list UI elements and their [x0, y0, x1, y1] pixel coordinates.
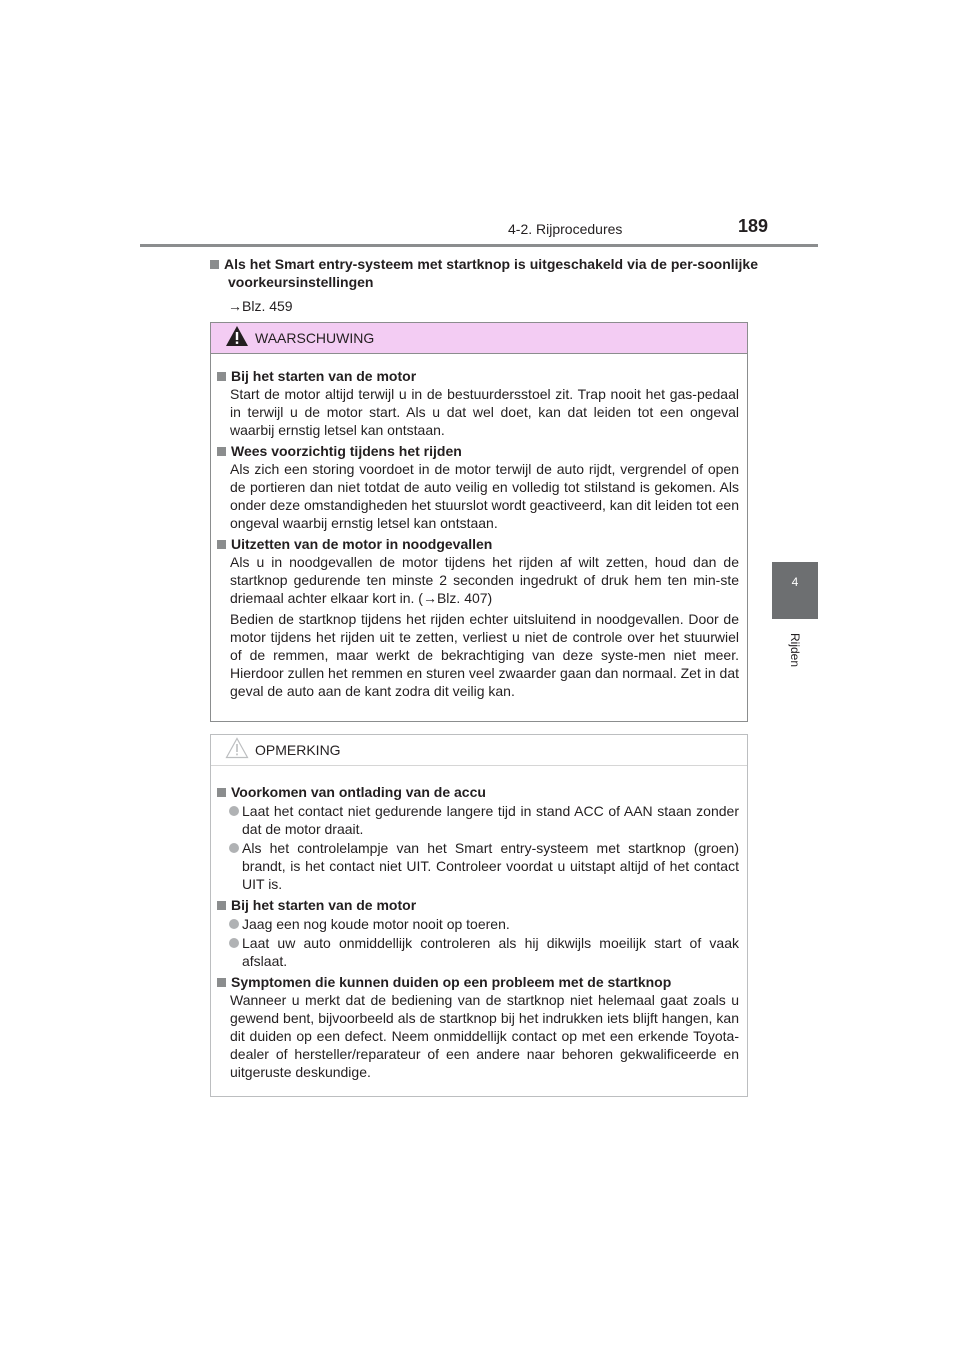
- warning-section: [217, 535, 739, 700]
- square-bullet-icon: [217, 978, 226, 987]
- header-rule: [140, 244, 818, 247]
- warning-box: [210, 322, 748, 722]
- round-bullet-icon: [229, 938, 239, 948]
- intro-block: [210, 255, 758, 315]
- heading-text: Uitzetten van de motor in noodgevallen: [231, 536, 493, 552]
- list-item: [217, 915, 739, 933]
- warning-section-heading: [217, 367, 739, 385]
- intro-heading: [210, 255, 758, 291]
- list-item: [217, 802, 739, 838]
- square-bullet-icon: [217, 788, 226, 797]
- warning-header: [211, 323, 747, 354]
- note-paragraph: Wanneer u merkt dat de bediening van de startknop niet helemaal gaat zoals u gewend bent, bijvoorbeeld als de startknop bij het indrukken iets blijft hangen, kan dit duiden op een defect. Neem onmiddellijk contact op met een erkende Toyota-dealer of hersteller/reparateur of een andere naar behoren gekwalificeerde en uitgeruste deskundige.: [230, 992, 739, 1080]
- heading-text: Symptomen die kunnen duiden op een probleem met de startknop: [231, 974, 672, 990]
- warning-body: [211, 354, 747, 700]
- note-body: [211, 766, 747, 1081]
- list-item-text: Jaag een nog koude motor nooit op toeren.: [242, 916, 510, 932]
- warning-paragraph: Start de motor altijd terwijl u in de bestuurdersstoel zit. Trap nooit het gas-pedaal in terwijl u de motor start. Als u dat wel doet, kan dat leiden tot een ongeval waarbij ernstig letsel kan ontstaan.: [230, 386, 739, 438]
- note-box: [210, 734, 748, 1097]
- chapter-tab-number: 4: [791, 575, 799, 589]
- note-section: [217, 973, 739, 1081]
- list-item-text: Als het controlelampje van het Smart entry-systeem met startknop (groen) brandt, is het contact niet UIT. Controleer voordat u uitstapt altijd of het contact UIT is.: [242, 840, 739, 892]
- square-bullet-icon: [217, 447, 226, 456]
- intro-reference: →Blz. 459: [228, 298, 293, 314]
- note-section-heading: [217, 973, 739, 991]
- warning-section-heading: [217, 442, 739, 460]
- heading-text: Bij het starten van de motor: [231, 897, 417, 913]
- list-item-text: Laat het contact niet gedurende langere tijd in stand ACC of AAN staan zonder dat de motor draait.: [242, 803, 739, 837]
- note-section: [217, 783, 739, 893]
- heading-text: Voorkomen van ontlading van de accu: [231, 784, 486, 800]
- note-section: [217, 896, 739, 970]
- round-bullet-icon: [229, 843, 239, 853]
- list-item: [217, 839, 739, 893]
- note-section-heading: [217, 896, 739, 914]
- square-bullet-icon: [217, 540, 226, 549]
- note-title: OPMERKING: [255, 742, 341, 758]
- heading-text: Wees voorzichtig tijdens het rijden: [231, 443, 462, 459]
- note-section-heading: [217, 783, 739, 801]
- warning-paragraph: Als u in noodgevallen de motor tijdens het rijden af wilt zetten, houd dan de startknop gedurende ten minste 2 seconden ingedrukt of druk hem ten min-ste driemaal achter elkaar kort in. (→Blz. 407): [230, 554, 739, 606]
- intro-heading-text: Als het Smart entry-systeem met startknop is uitgeschakeld via de per-soonlijke voorkeursinstellingen: [224, 256, 758, 290]
- warning-section: [217, 367, 739, 439]
- section-header: 4-2. Rijprocedures: [508, 221, 623, 237]
- chapter-tab-label: Rijden: [788, 632, 802, 668]
- warning-paragraph: Als zich een storing voordoet in de motor terwijl de auto rijdt, vergrendel of open de portieren dan niet totdat de auto veilig en volledig tot stilstand is gekomen. Als onder deze omstandigheden het stuurslot wordt geactiveerd, kan dit leiden tot een ongeval waarbij ernstig letsel kan ontstaan.: [230, 461, 739, 531]
- square-bullet-icon: [210, 260, 219, 269]
- warning-section: [217, 442, 739, 532]
- note-header: [211, 735, 747, 766]
- square-bullet-icon: [217, 372, 226, 381]
- caution-outline-icon: [225, 737, 249, 759]
- square-bullet-icon: [217, 901, 226, 910]
- heading-text: Bij het starten van de motor: [231, 368, 417, 384]
- round-bullet-icon: [229, 806, 239, 816]
- warning-section-heading: [217, 535, 739, 553]
- round-bullet-icon: [229, 919, 239, 929]
- warning-title: WAARSCHUWING: [255, 330, 375, 346]
- list-item-text: Laat uw auto onmiddellijk controleren als hij dikwijls moeilijk start of vaak afslaat.: [242, 935, 739, 969]
- chapter-tab: [772, 562, 818, 619]
- list-item: [217, 934, 739, 970]
- warning-paragraph: Bedien de startknop tijdens het rijden echter uitsluitend in noodgevallen. Door de motor tijdens het rijden uit te zetten, verliest u niet de controle over het stuurwiel of de remmen, maar werkt de bekrachtiging van deze syste-men niet meer. Hierdoor zullen het remmen en sturen veel zwaarder gaan dan normaal. Zet in dat geval de auto aan de kant zodra dit veilig kan.: [230, 611, 739, 699]
- page-number: 189: [738, 216, 769, 236]
- warning-triangle-icon: [225, 325, 249, 347]
